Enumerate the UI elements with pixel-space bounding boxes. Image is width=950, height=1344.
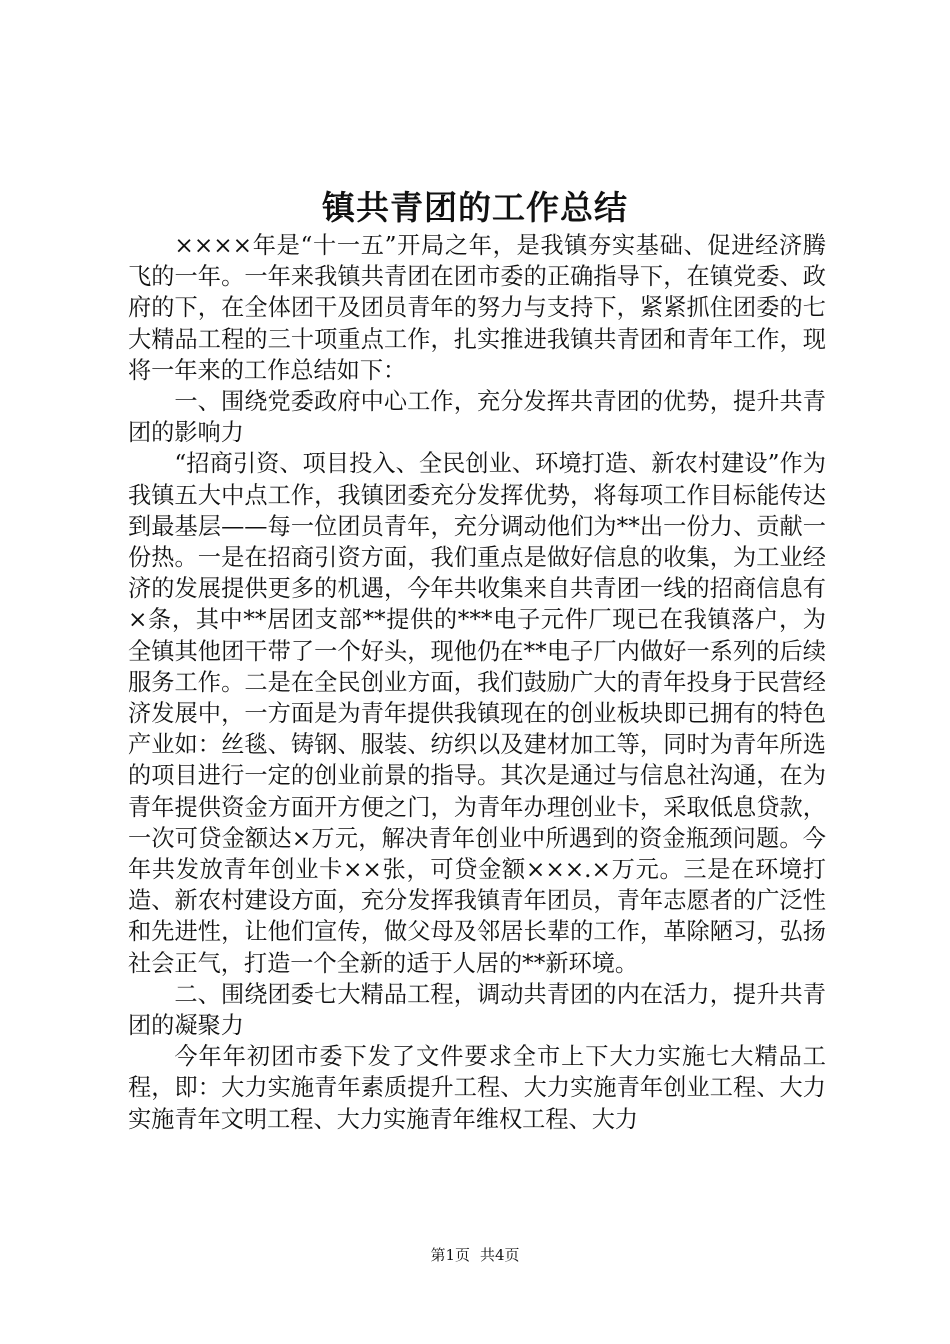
- paragraph-intro: ××××年是“十一五”开局之年，是我镇夯实基础、促进经济腾飞的一年。一年来我镇共青团在团市委的正确指导下，在镇党委、政府的下，在全体团干及团员青年的努力与支持下，紧紧抓住团委的七大精品工程的三十项重点工作，扎实推进我镇共青团和青年工作，现将一年来的工作总结如下：: [128, 232, 826, 384]
- page-footer: [0, 1244, 950, 1266]
- document-title: 镇共青团的工作总结: [322, 188, 628, 227]
- document-body: [128, 230, 826, 1135]
- section-heading-2: 二、围绕团委七大精品工程，调动共青团的内在活力，提升共青团的凝聚力: [128, 980, 826, 1040]
- page-total: 共4页: [480, 1246, 520, 1264]
- section-heading-1: 一、围绕党委政府中心工作，充分发挥共青团的优势，提升共青团的影响力: [128, 388, 826, 447]
- page-number: 第1页: [430, 1246, 470, 1264]
- paragraph-section-2: 今年年初团市委下发了文件要求全市上下大力实施七大精品工程，即：大力实施青年素质提升工程、大力实施青年创业工程、大力实施青年文明工程、大力实施青年维权工程、大力: [128, 1043, 826, 1133]
- paragraph-section-1: “招商引资、项目投入、全民创业、环境打造、新农村建设”作为我镇五大中点工作，我镇团委充分发挥优势，将每项工作目标能传达到最基层——每一位团员青年，充分调动他们为**出一份力、贡献一份热。一是在招商引资方面，我们重点是做好信息的收集，为工业经济的发展提供更多的机遇，今年共收集来自共青团一线的招商信息有×条，其中**居团支部**提供的***电子元件厂现已在我镇落户，为全镇其他团干带了一个好头，现他仍在**电子厂内做好一系列的后续服务工作。二是在全民创业方面，我们鼓励广大的青年投身于民营经济发展中，一方面是为青年提供我镇现在的创业板块即已拥有的特色产业如：丝毯、铸钢、服装、纺织以及建材加工等，同时为青年所选的项目进行一定的创业前景的指导。其次是通过与信息社沟通，在为青年提供资金方面开方便之门，为青年办理创业卡，采取低息贷款，一次可贷金额达×万元，解决青年创业中所遇到的资金瓶颈问题。今年共发放青年创业卡××张，可贷金额×××.×万元。三是在环境打造、新农村建设方面，充分发挥我镇青年团员，青年志愿者的广泛性和先进性，让他们宣传，做父母及邻居长辈的工作，革除陋习，弘扬社会正气，打造一个全新的适于人居的**新环境。: [128, 450, 826, 977]
